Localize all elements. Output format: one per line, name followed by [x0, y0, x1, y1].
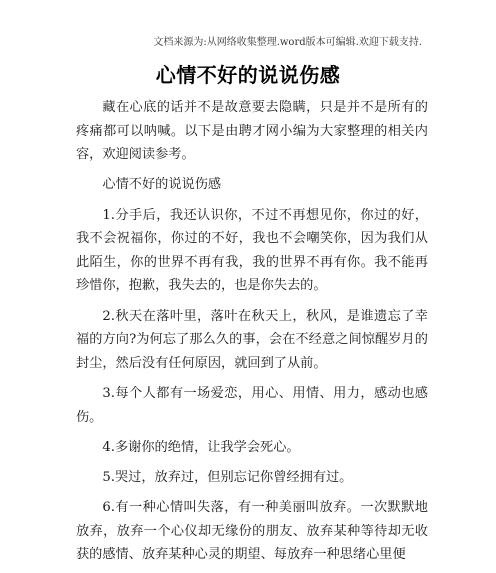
list-item: 6.有一种心情叫失落，有一种美丽叫放弃。一次默默地放弃，放弃一个心仪却无缘份的朋友、放弃某种等待却无收获的感情、放弃某种心灵的期望、每放弃一种思绪心里便 [76, 500, 428, 563]
article-body [76, 96, 428, 573]
list-item: 5.哭过，放弃过，但别忘记你曾经拥有过。 [102, 469, 353, 485]
intro-paragraph: 藏在心底的话并不是故意要去隐瞒，只是并不是所有的疼痛都可以呐喊。以下是由聘才网小编为大家整理的相关内容，欢迎阅读参考。 [76, 100, 428, 163]
list-item: 4.多谢你的绝情，让我学会死心。 [102, 439, 300, 455]
list-item: 3.每个人都有一场爱恋，用心、用情、用力，感动也感伤。 [76, 385, 428, 425]
list-item: 2.秋天在落叶里，落叶在秋天上，秋风，是谁遗忘了幸福的方向?为何忘了那么久的事，会在不经意之间惊醒岁月的封尘，然后没有任何原因，就回到了从前。 [76, 308, 428, 371]
page-title: 心情不好的说说伤感 [155, 63, 341, 87]
header-note: 文档来源为:从网络收集整理.word版本可编辑.欢迎下载支持. [153, 37, 422, 48]
list-item: 1.分手后，我还认识你，不过不再想见你，你过的好，我不会祝福你，你过的不好，我也不会嘲笑你，因为我们从此陌生，你的世界不再有我，我的世界不再有你。我不能再珍惜你，抱歉，我失去的，也是你失去的。 [76, 207, 428, 294]
subheading: 心情不好的说说伤感 [102, 177, 222, 193]
